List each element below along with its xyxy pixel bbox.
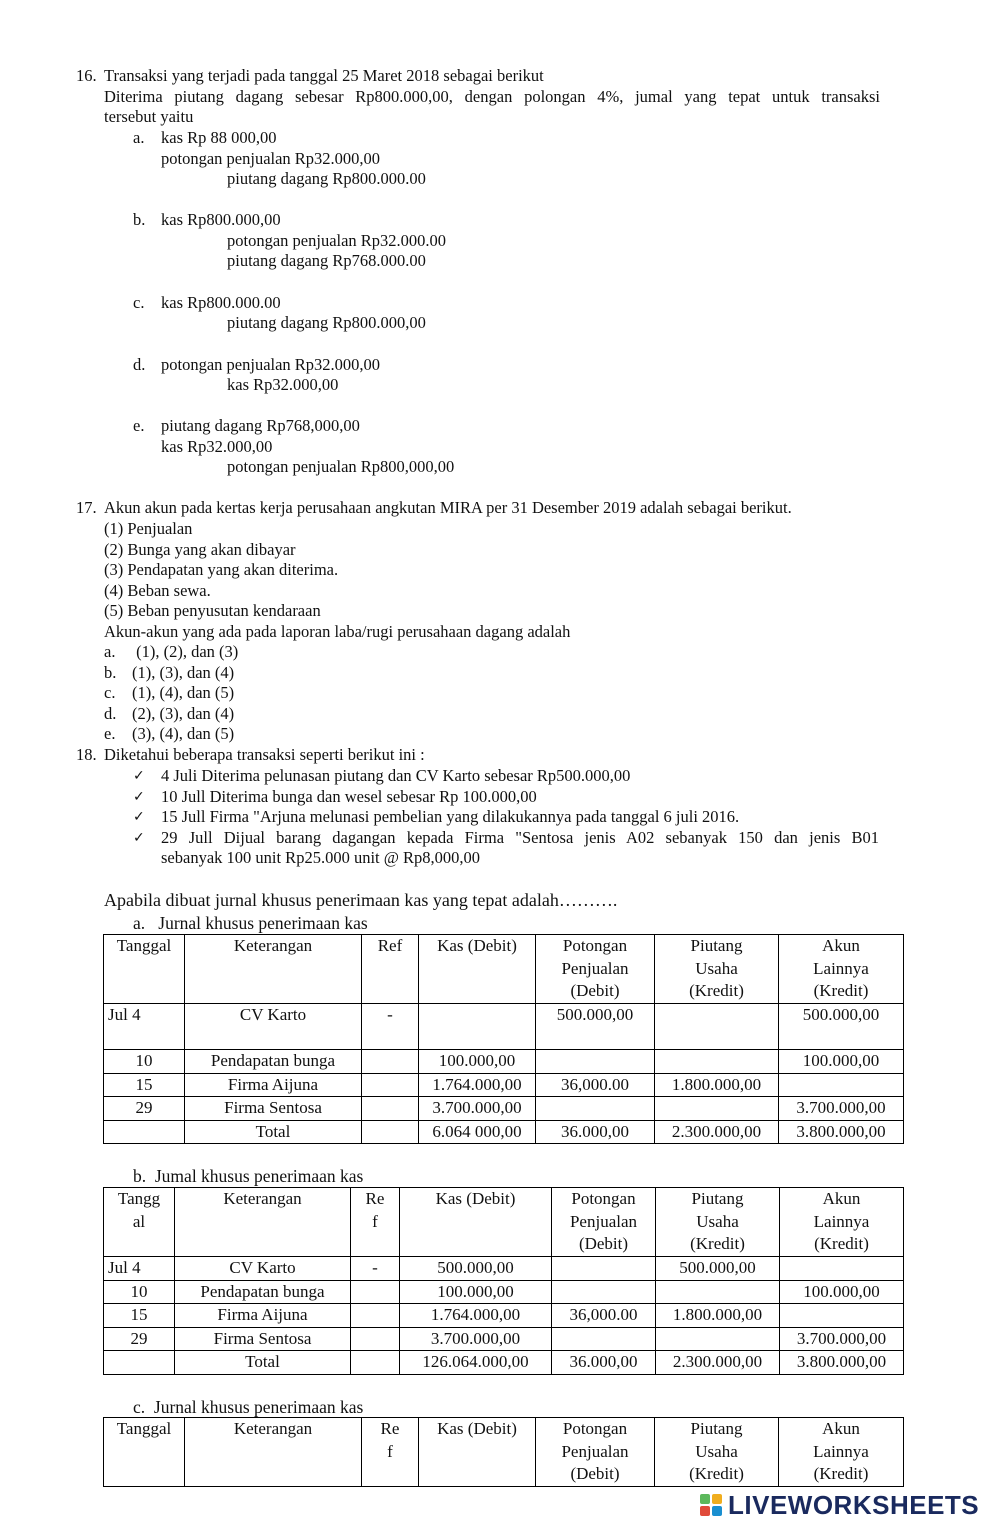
table-a-caption: a. Jurnal khusus penerimaan kas <box>133 913 368 933</box>
table-cell: 500.000,00 <box>400 1257 552 1281</box>
table-total-row <box>104 1120 904 1144</box>
table-cell: 500.000,00 <box>536 1004 655 1050</box>
header-cell: Piutang Usaha (Kredit) <box>656 1188 780 1257</box>
header-cell: Ref <box>362 935 419 1004</box>
q16-option-c: kas Rp800.000.00 <box>161 293 281 312</box>
checkmark-icon: ✓ <box>133 809 145 825</box>
header-cell: Piutang Usaha (Kredit) <box>655 935 779 1004</box>
q17-option: (1), (4), dan (5) <box>132 683 235 702</box>
q17-option-letter: e. <box>104 724 116 743</box>
q17-option: (3), (4), dan (5) <box>132 724 235 743</box>
q16-option-a: kas Rp 88 000,00 <box>161 128 277 147</box>
table-cell: 1.764.000,00 <box>419 1073 536 1097</box>
q16-option-d-line: kas Rp32.000,00 <box>227 375 339 394</box>
q18-check-item: 10 Jull Diterima bunga dan wesel sebesar Rp 100.000,00 <box>161 787 537 806</box>
q17-question: Akun-akun yang ada pada laporan laba/rugi perusahaan dagang adalah <box>104 622 571 641</box>
table-cell <box>362 1120 419 1144</box>
table-header-row <box>104 935 904 1004</box>
q17-option-letter: d. <box>104 704 117 723</box>
header-cell: Keterangan <box>175 1188 351 1257</box>
header-cell: Potongan Penjualan (Debit) <box>536 1418 655 1487</box>
q17-item: (3) Pendapatan yang akan diterima. <box>104 560 339 579</box>
q16-option-b: kas Rp800.000,00 <box>161 210 281 229</box>
header-cell: Kas (Debit) <box>400 1188 552 1257</box>
q16-option-b-letter: b. <box>133 210 146 229</box>
table-cell: Total <box>185 1120 362 1144</box>
table-cell <box>655 1050 779 1074</box>
table-cell: 2.300.000,00 <box>656 1351 780 1375</box>
table-c-caption: c. Jurnal khusus penerimaan kas <box>133 1397 364 1417</box>
header-cell: Kas (Debit) <box>419 935 536 1004</box>
table-cell: - <box>351 1257 400 1281</box>
table-cell: Firma Aijuna <box>175 1304 351 1328</box>
q17-item: (5) Beban penyusutan kendaraan <box>104 601 321 620</box>
header-cell: Akun Lainnya (Kredit) <box>779 1418 904 1487</box>
table-cell: CV Karto <box>185 1004 362 1050</box>
checkmark-icon: ✓ <box>133 768 145 784</box>
table-cell: 3.700.000,00 <box>780 1327 904 1351</box>
table-cell <box>552 1257 656 1281</box>
q16-paragraph: Diterima piutang dagang sebesar Rp800.000,00, dengan polongan 4%, jumal yang tepat untuk transaksi <box>104 87 880 106</box>
q17-intro: Akun akun pada kertas kerja perusahaan angkutan MIRA per 31 Desember 2019 adalah sebagai berikut. <box>104 498 792 517</box>
table-cell <box>552 1280 656 1304</box>
table-cell <box>779 1073 904 1097</box>
table-row <box>104 1304 904 1328</box>
table-cell <box>656 1327 780 1351</box>
table-cell: 3.700.000,00 <box>779 1097 904 1121</box>
table-cell: Total <box>175 1351 351 1375</box>
table-cell: 500.000,00 <box>656 1257 780 1281</box>
table-cell <box>104 1351 175 1375</box>
table-cell: 36,000.00 <box>536 1073 655 1097</box>
table-cell: 100.000,00 <box>779 1050 904 1074</box>
table-header-row <box>104 1188 904 1257</box>
header-cell: Tangg al <box>104 1188 175 1257</box>
brand-name: LIVEWORKSHEETS <box>728 1489 980 1520</box>
table-cell: 29 <box>104 1097 185 1121</box>
table-cell <box>362 1050 419 1074</box>
table-cell: 3.800.000,00 <box>780 1351 904 1375</box>
table-cell <box>780 1257 904 1281</box>
q16-option-e-letter: e. <box>133 416 145 435</box>
table-cell <box>419 1004 536 1050</box>
table-cell <box>362 1097 419 1121</box>
q17-option: (2), (3), dan (4) <box>132 704 235 723</box>
table-cell: CV Karto <box>175 1257 351 1281</box>
header-cell: Re f <box>362 1418 419 1487</box>
table-row <box>104 1280 904 1304</box>
q16-option-c-letter: c. <box>133 293 145 312</box>
q17-option: (1), (3), dan (4) <box>132 663 235 682</box>
table-cell: Firma Sentosa <box>185 1097 362 1121</box>
q17-item: (4) Beban sewa. <box>104 581 211 600</box>
q17-option-letter: c. <box>104 683 116 702</box>
checkmark-icon: ✓ <box>133 789 145 805</box>
table-cell <box>655 1004 779 1050</box>
q16-option-e: piutang dagang Rp768,000,00 <box>161 416 360 435</box>
q16-number: 16. <box>76 66 97 85</box>
q18-number: 18. <box>76 745 97 764</box>
table-cell: 100.000,00 <box>419 1050 536 1074</box>
table-cell <box>655 1097 779 1121</box>
header-cell: Akun Lainnya (Kredit) <box>779 935 904 1004</box>
q18-intro: Diketahui beberapa transaksi seperti berikut ini : <box>104 745 425 764</box>
table-cell <box>552 1327 656 1351</box>
liveworksheets-logo[interactable] <box>700 1491 979 1519</box>
table-cell: Jul 4 <box>104 1004 185 1050</box>
q18-question: Apabila dibuat jurnal khusus penerimaan kas yang tepat adalah………. <box>104 890 618 910</box>
table-row <box>104 1073 904 1097</box>
table-cell: 126.064.000,00 <box>400 1351 552 1375</box>
table-cell: 10 <box>104 1050 185 1074</box>
table-cell: Pendapatan bunga <box>185 1050 362 1074</box>
journal-table-a <box>103 934 904 1144</box>
table-cell: 100.000,00 <box>400 1280 552 1304</box>
table-row <box>104 1327 904 1351</box>
table-cell: Pendapatan bunga <box>175 1280 351 1304</box>
table-cell <box>536 1097 655 1121</box>
table-cell <box>656 1280 780 1304</box>
q17-number: 17. <box>76 498 97 517</box>
table-cell: 3.800.000,00 <box>779 1120 904 1144</box>
table-total-row <box>104 1351 904 1375</box>
q18-check-item: 29 Jull Dijual barang dagangan kepada Firma "Sentosa jenis A02 sebanyak 150 dan jenis B01 <box>161 828 879 847</box>
table-cell: Firma Aijuna <box>185 1073 362 1097</box>
q17-item: (2) Bunga yang akan dibayar <box>104 540 296 559</box>
table-cell <box>351 1327 400 1351</box>
table-cell: 36.000,00 <box>552 1351 656 1375</box>
table-cell: 1.764.000,00 <box>400 1304 552 1328</box>
q18-check-item-cont: sebanyak 100 unit Rp25.000 unit @ Rp8,000,00 <box>161 848 481 867</box>
table-row <box>104 1050 904 1074</box>
table-cell <box>351 1304 400 1328</box>
q18-check-item: 15 Jull Firma "Arjuna melunasi pembelian yang dilakukannya pada tanggal 6 juli 2016. <box>161 807 740 826</box>
q18-check-item: 4 Juli Diterima pelunasan piutang dan CV Karto sebesar Rp500.000,00 <box>161 766 631 785</box>
q16-paragraph-cont: tersebut yaitu <box>104 107 194 126</box>
q16-option-a-line: potongan penjualan Rp32.000,00 <box>161 149 381 168</box>
table-cell: 3.700.000,00 <box>400 1327 552 1351</box>
table-cell: 36.000,00 <box>536 1120 655 1144</box>
header-cell: Kas (Debit) <box>419 1418 536 1487</box>
table-cell: 10 <box>104 1280 175 1304</box>
q16-option-d: potongan penjualan Rp32.000,00 <box>161 355 381 374</box>
q16-option-e-line: potongan penjualan Rp800,000,00 <box>227 457 455 476</box>
q17-option-letter: b. <box>104 663 117 682</box>
header-cell: Akun Lainnya (Kredit) <box>780 1188 904 1257</box>
q16-option-b-line: potongan penjualan Rp32.000.00 <box>227 231 447 250</box>
header-cell: Tanggal <box>104 1418 185 1487</box>
journal-table-c <box>103 1417 904 1487</box>
q16-option-b-line: piutang dagang Rp768.000.00 <box>227 251 426 270</box>
journal-table-b <box>103 1187 904 1375</box>
table-cell: 1.800.000,00 <box>655 1073 779 1097</box>
table-b-caption: b. Jumal khusus penerimaan kas <box>133 1166 364 1186</box>
table-cell: 500.000,00 <box>779 1004 904 1050</box>
liveworksheets-logo-icon <box>700 1494 722 1516</box>
q16-title: Transaksi yang terjadi pada tanggal 25 Maret 2018 sebagai berikut <box>104 66 544 85</box>
q16-option-e-line: kas Rp32.000,00 <box>161 437 273 456</box>
q16-option-a-line: piutang dagang Rp800.000.00 <box>227 169 426 188</box>
table-row <box>104 1004 904 1050</box>
table-cell: 1.800.000,00 <box>656 1304 780 1328</box>
header-cell: Re f <box>351 1188 400 1257</box>
q17-option: (1), (2), dan (3) <box>132 642 239 661</box>
table-cell <box>362 1073 419 1097</box>
header-cell: Potongan Penjualan (Debit) <box>552 1188 656 1257</box>
table-cell: 6.064 000,00 <box>419 1120 536 1144</box>
q16-option-c-line: piutang dagang Rp800.000,00 <box>227 313 426 332</box>
q16-option-a-letter: a. <box>133 128 145 147</box>
table-cell: 29 <box>104 1327 175 1351</box>
table-header-row <box>104 1418 904 1487</box>
q17-option-letter: a. <box>104 642 116 661</box>
header-cell: Keterangan <box>185 935 362 1004</box>
table-cell <box>780 1304 904 1328</box>
table-cell: 100.000,00 <box>780 1280 904 1304</box>
table-cell: Firma Sentosa <box>175 1327 351 1351</box>
header-cell: Potongan Penjualan (Debit) <box>536 935 655 1004</box>
table-cell <box>351 1351 400 1375</box>
table-cell: 15 <box>104 1073 185 1097</box>
table-cell: 2.300.000,00 <box>655 1120 779 1144</box>
table-cell: 3.700.000,00 <box>419 1097 536 1121</box>
table-cell: Jul 4 <box>104 1257 175 1281</box>
table-cell: - <box>362 1004 419 1050</box>
table-cell <box>351 1280 400 1304</box>
table-row <box>104 1257 904 1281</box>
header-cell: Tanggal <box>104 935 185 1004</box>
table-cell: 36,000.00 <box>552 1304 656 1328</box>
table-row <box>104 1097 904 1121</box>
table-cell <box>536 1050 655 1074</box>
q17-item: (1) Penjualan <box>104 519 193 538</box>
checkmark-icon: ✓ <box>133 830 145 846</box>
q16-option-d-letter: d. <box>133 355 146 374</box>
table-cell: 15 <box>104 1304 175 1328</box>
header-cell: Keterangan <box>185 1418 362 1487</box>
table-cell <box>104 1120 185 1144</box>
header-cell: Piutang Usaha (Kredit) <box>655 1418 779 1487</box>
